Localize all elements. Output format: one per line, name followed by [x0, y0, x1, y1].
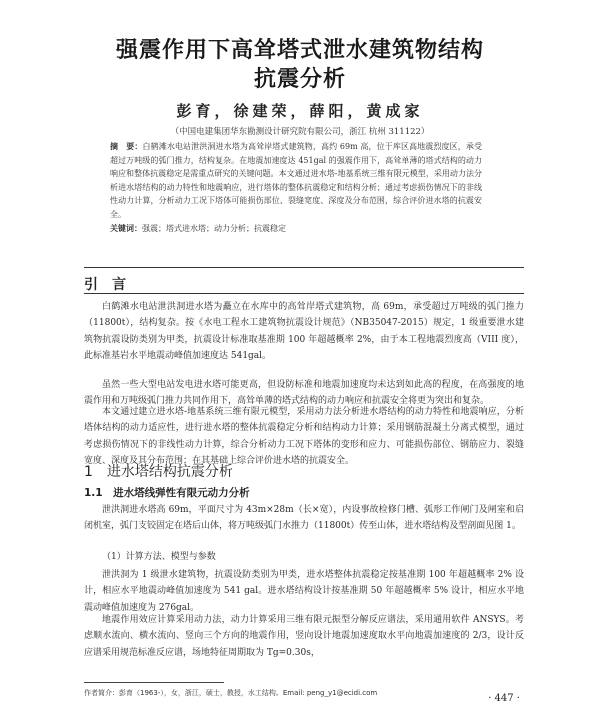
intro-paragraph-3: 本文通过建立进水塔-地基系统三维有限元模型，采用动力法分析进水塔结构的动力特性和地震响应，分析塔体结构的动力适应性，进行进水塔的整体抗震稳定分析和结构动力计算；采用钢筋混凝土分离式模型，通过考虑损伤情况下的非线性动力计算，综合分析动力工况下塔体的变形和应力、可能损伤部位、钢筋应力、裂缝宽度、深度及其分布范围；在其基础上综合评价进水塔的抗震安全。	[84, 407, 524, 466]
intro-paragraph-2: 虽然一些大型电站发电进水塔可能更高，但设防标准和地震加速度均未达到如此高的程度，在高强度的地震作用和万吨级弧门推力共同作用下，高耸单薄的塔式结构的动力响应和抗震安全将更为突出和复杂。	[84, 380, 524, 407]
divider-top	[84, 267, 524, 268]
footnote-divider	[84, 682, 224, 683]
page-number: · 447 ·	[488, 693, 520, 704]
keywords-text: 强震；塔式进水塔；动力分析；抗震稳定	[142, 224, 286, 233]
keywords-label: 关键词：	[110, 224, 142, 233]
section-1-heading: 1 进水塔结构抗震分析	[84, 464, 233, 480]
intro-heading: 引言	[84, 277, 140, 293]
authors: 彭育，徐建荣，薛阳，黄成家	[176, 102, 424, 120]
paper-title-line1: 强震作用下高耸塔式泄水建筑物结构	[115, 38, 484, 63]
abstract-text: 白鹤滩水电站泄洪洞进水塔为高耸岸塔式建筑物，高约 69m 高，位于库区高地震烈度区，承受超过万吨级的弧门推力，结构复杂。在地震加速度达 451gal 的强震作用下，高耸单薄的塔式结构的动力响应和整体抗震稳定是需重点研究的关键问题。本文通过进水塔-地基系统三维有限元模型，采用动力法分析进水塔结构的动力特性和地震响应，进行塔体的整体抗震稳定和结构分析；通过考虑损伤情况下的非线性动力计算，分析动力工况下塔体可能损伤部位、裂缝宽度、深度及分布范围，综合评价进水塔的抗震安全。	[110, 142, 482, 219]
keywords	[110, 222, 482, 236]
intro-paragraph-1: 白鹤滩水电站泄洪洞进水塔为矗立在水库中的高耸岸塔式建筑物，高 69m，承受超过万吨级的弧门推力（11800t），结构复杂。按《水电工程水工建筑物抗震设计规范》（NB35047-2015）规定，1 级重要泄水建筑物抗震设防类别为甲类，抗震设计标准取基准期 100 年超越概率 2%，由于本工程地震烈度高（VIII 度），此标准基岩水平地震动峰值加速度达 541gal。	[84, 302, 524, 361]
subheading-method: （1）计算方法、模型与参数	[102, 552, 216, 562]
paper-title-line2: 抗震分析	[253, 67, 346, 92]
section-1-paragraph-3: 地震作用效应计算采用动力法，动力计算采用三维有限元振型分解反应谱法，采用通用软件 ANSYS。考虑顺水流向、横水流向、竖向三个方向的地震作用，竖向设计地震加速度取水平向地震加速度的 2/3，设计反应谱采用规范标准反应谱，场地特征周期取为 Tg=0.30s，	[84, 615, 524, 658]
divider-bottom	[84, 293, 524, 294]
abstract-label: 摘 要：	[110, 142, 143, 151]
abstract	[110, 140, 482, 236]
section-1-paragraph-2: 泄洪洞为 1 级泄水建筑物，抗震设防类别为甲类，进水塔整体抗震稳定按基准期 100 年超越概率 2% 设计，相应水平地震动峰值加速度为 541 gal。进水塔结构设计按基准期 50 年超越概率 5% 设计，相应水平地震动峰值加速度为 276gal。	[84, 570, 524, 613]
affiliation: （中国电建集团华东勘测设计研究院有限公司，浙江 杭州 311122）	[170, 127, 430, 137]
author-footnote: 作者简介：彭育（1963-），女，浙江，硕士，教授，水工结构。Email: peng_y1@ecidi.com	[84, 689, 378, 697]
section-1-1-heading: 1.1 进水塔线弹性有限元动力分析	[84, 487, 250, 499]
section-1-paragraph-1: 泄洪洞进水塔高 69m，平面尺寸为 43m×28m（长×宽），内设事故检修门槽、弧形工作闸门及闸室和启闭机室，弧门支铰固定在塔后山体，将万吨级弧门水推力（11800t）传至山体，进水塔结构及型剖面见图 1。	[84, 505, 524, 532]
